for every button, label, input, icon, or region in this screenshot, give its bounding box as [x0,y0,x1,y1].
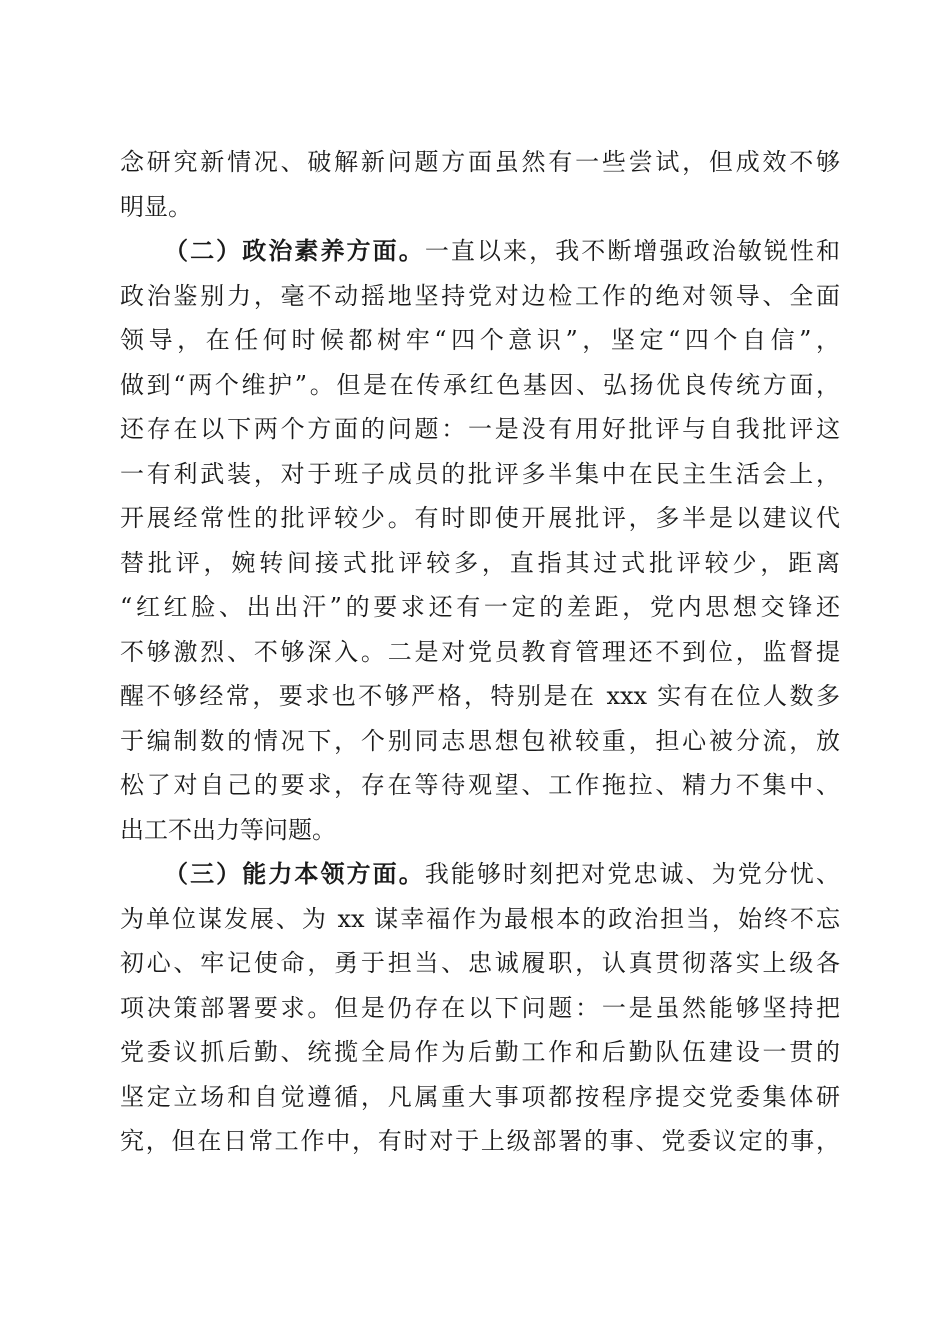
section3-line: 党委议抓后勤、统揽全局作为后勤工作和后勤队伍建设一贯的 [120,1038,840,1066]
section2-line: 开展经常性的批评较少。有时即使开展批评，多半是以建议代 [120,504,840,532]
section2-first-line [120,229,840,274]
section3-line: 坚定立场和自觉遵循，凡属重大事项都按程序提交党委集体研 [120,1082,840,1111]
section2-line: 于编制数的情况下，个别同志思想包袱较重，担心被分流，放 [120,726,840,755]
section3-line: 究，但在日常工作中，有时对于上级部署的事、党委议定的事， [120,1127,840,1155]
section2-line: 政治鉴别力，毫不动摇地坚持党对边检工作的绝对领导、全面 [120,281,840,310]
section3-first-line-text: 我能够时刻把对党忠诚、为党分忧、 [424,860,840,888]
section3-first-line [120,852,840,897]
section3-line: 项决策部署要求。但是仍存在以下问题：一是虽然能够坚持把 [120,993,840,1022]
intro-line-2: 明显。 [120,192,192,221]
document-body [120,140,840,1164]
section2-line: 做到“两个维护”。但是在传承红色基因、弘扬优良传统方面， [120,370,840,399]
section3-line: 为单位谋发展、为 xx 谋幸福作为最根本的政治担当，始终不忘 [120,904,840,933]
intro-line-1: 念研究新情况、破解新问题方面虽然有一些尝试，但成效不够 [120,148,840,176]
section2-line: 替批评，婉转间接式批评较多，直指其过式批评较少，距离 [120,548,840,577]
section2-heading: （二）政治素养方面。 [164,237,425,265]
section2-line: 松了对自己的要求，存在等待观望、工作拖拉、精力不集中、 [120,771,840,799]
section2-line: 一有利武装，对于班子成员的批评多半集中在民主生活会上， [120,459,840,488]
section2-line: 还存在以下两个方面的问题：一是没有用好批评与自我批评这 [120,415,840,443]
section2-first-line-text: 一直以来，我不断增强政治敏锐性和 [424,237,840,265]
section3-line: 初心、牢记使命，勇于担当、忠诚履职，认真贯彻落实上级各 [120,949,840,977]
section3-heading: （三）能力本领方面。 [164,860,425,888]
section2-line: 不够激烈、不够深入。二是对党员教育管理还不到位，监督提 [120,637,840,666]
section2-line: 醒不够经常，要求也不够严格，特别是在 xxx 实有在位人数多 [120,682,840,710]
section2-line: 出工不出力等问题。 [120,815,336,844]
section2-line: “红红脸、出出汗”的要求还有一定的差距，党内思想交锋还 [120,593,840,621]
section2-line: 领导，在任何时候都树牢“四个意识”，坚定“四个自信”， [120,326,840,354]
